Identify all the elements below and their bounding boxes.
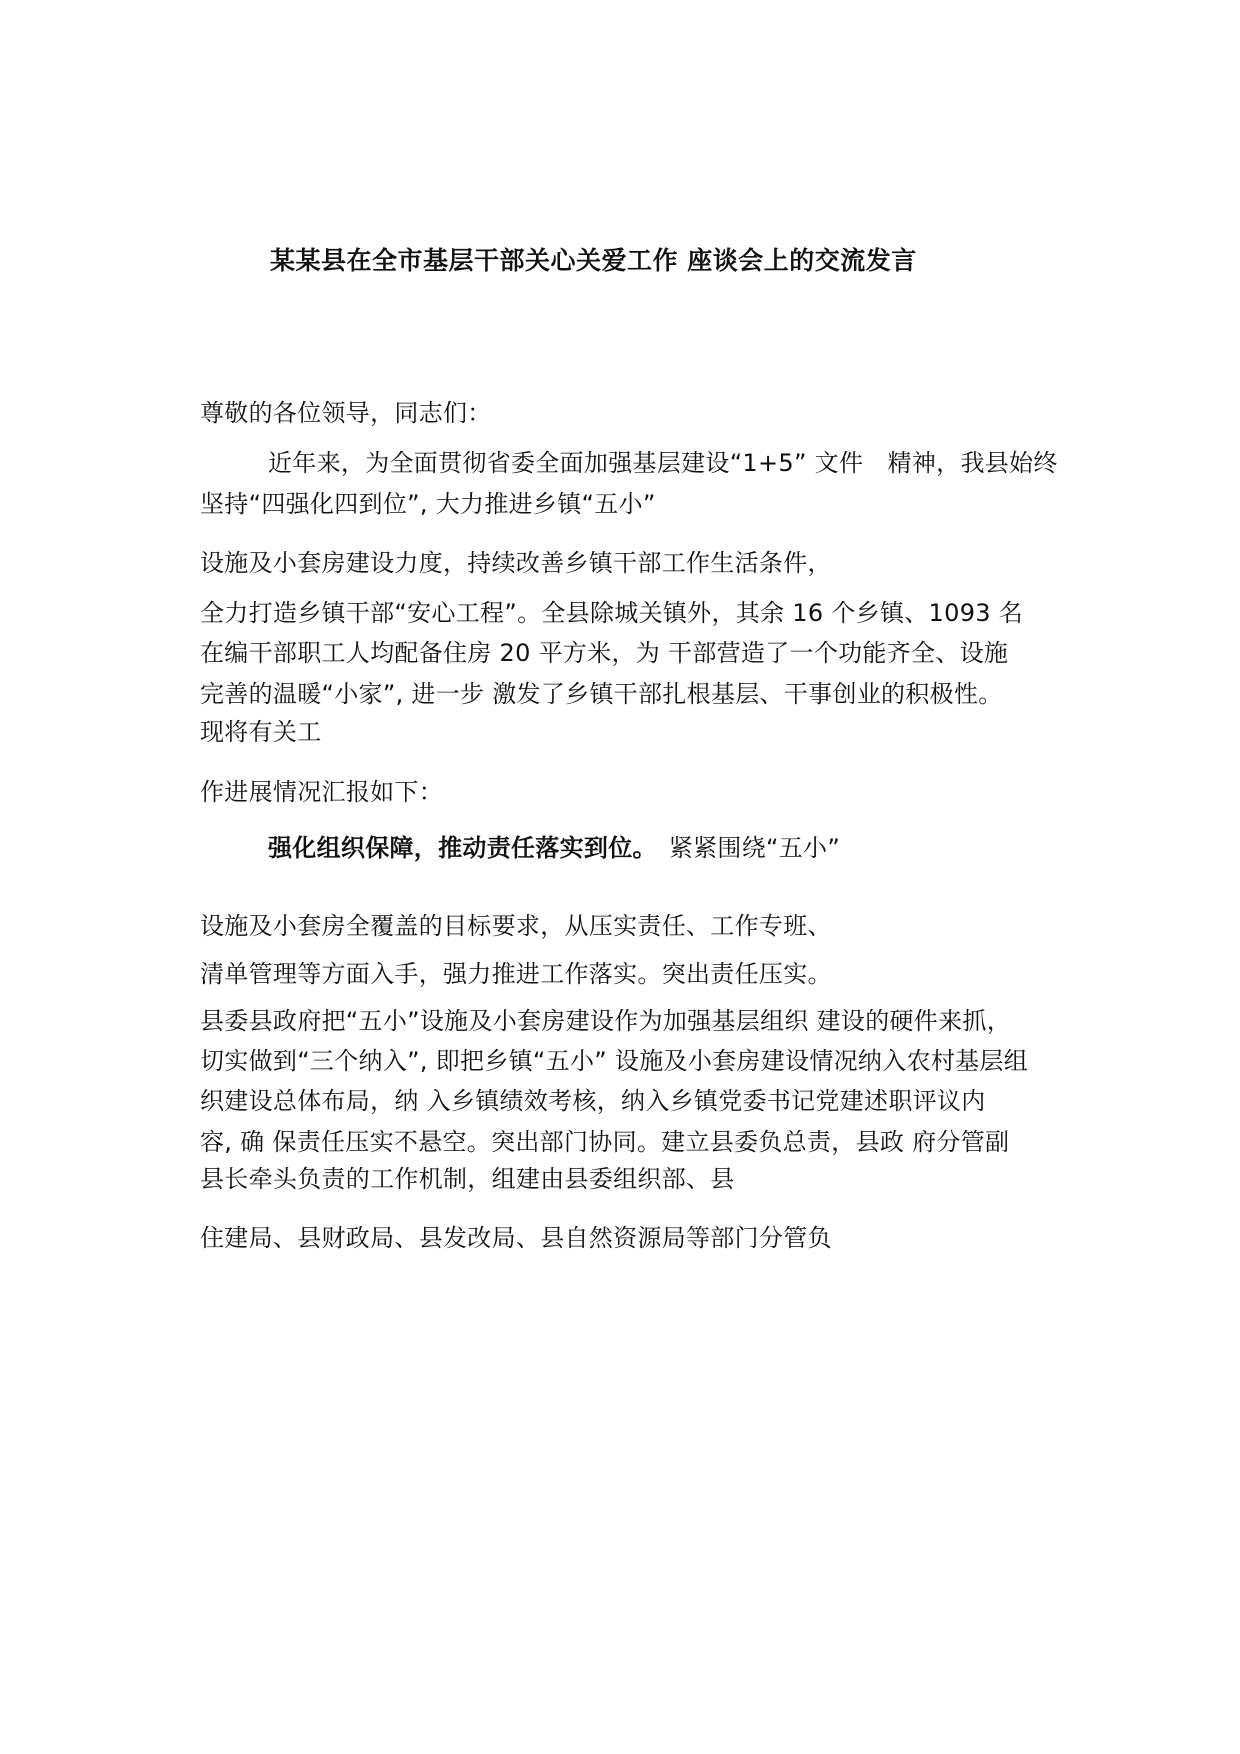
salutation: 尊敬的各位领导，同志们：: [200, 399, 492, 427]
paragraph-line: 近年来，为全面贯彻省委全面加强基层建设“1+5” 文件 精神，我县始终: [268, 449, 1058, 477]
section-heading: [268, 833, 840, 863]
paragraph-line: 在编干部职工人均配备住房 20 平方米，为 干部营造了一个功能齐全、设施: [200, 639, 1009, 667]
section-heading-bold: 强化组织保障，推动责任落实到位。: [268, 834, 657, 862]
paragraph-line: 容, 确 保责任压实不悬空。突出部门协同。建立县委负总责，县政 府分管副: [200, 1128, 1010, 1156]
paragraph-line: 设施及小套房建设力度，持续改善乡镇干部工作生活条件，: [200, 549, 832, 577]
section-heading-text: 紧紧围绕“五小”: [668, 834, 841, 862]
paragraph-line: 切实做到“三个纳入”, 即把乡镇“五小” 设施及小套房建设情况纳入农村基层组: [200, 1047, 1029, 1075]
paragraph-line: 全力打造乡镇干部“安心工程”。全县除城关镇外，其余 16 个乡镇、1093 名: [200, 599, 1024, 627]
paragraph-line: 设施及小套房全覆盖的目标要求，从压实责任、工作专班、: [200, 912, 832, 940]
paragraph-line: 完善的温暖“小家”, 进一步 激发了乡镇干部扎根基层、干事创业的积极性。: [200, 680, 1003, 708]
paragraph-line: 现将有关工: [200, 718, 322, 746]
document-title: 某某县在全市基层干部关心关爱工作 座谈会上的交流发言: [270, 246, 917, 275]
paragraph-line: 县委县政府把“五小”设施及小套房建设作为加强基层组织 建设的硬件来抓，: [200, 1007, 1011, 1035]
paragraph-line: 织建设总体布局，纳 入乡镇绩效考核，纳入乡镇党委书记党建述职评议内: [200, 1087, 986, 1115]
paragraph-line: 坚持“四强化四到位”, 大力推进乡镇“五小”: [200, 490, 656, 518]
paragraph-line: 作进展情况汇报如下：: [200, 778, 443, 806]
paragraph-line: 县长牵头负责的工作机制，组建由县委组织部、县: [200, 1165, 735, 1193]
paragraph-line: 住建局、县财政局、县发改局、县自然资源局等部门分管负: [200, 1224, 832, 1252]
paragraph-line: 清单管理等方面入手，强力推进工作落实。突出责任压实。: [200, 960, 832, 988]
